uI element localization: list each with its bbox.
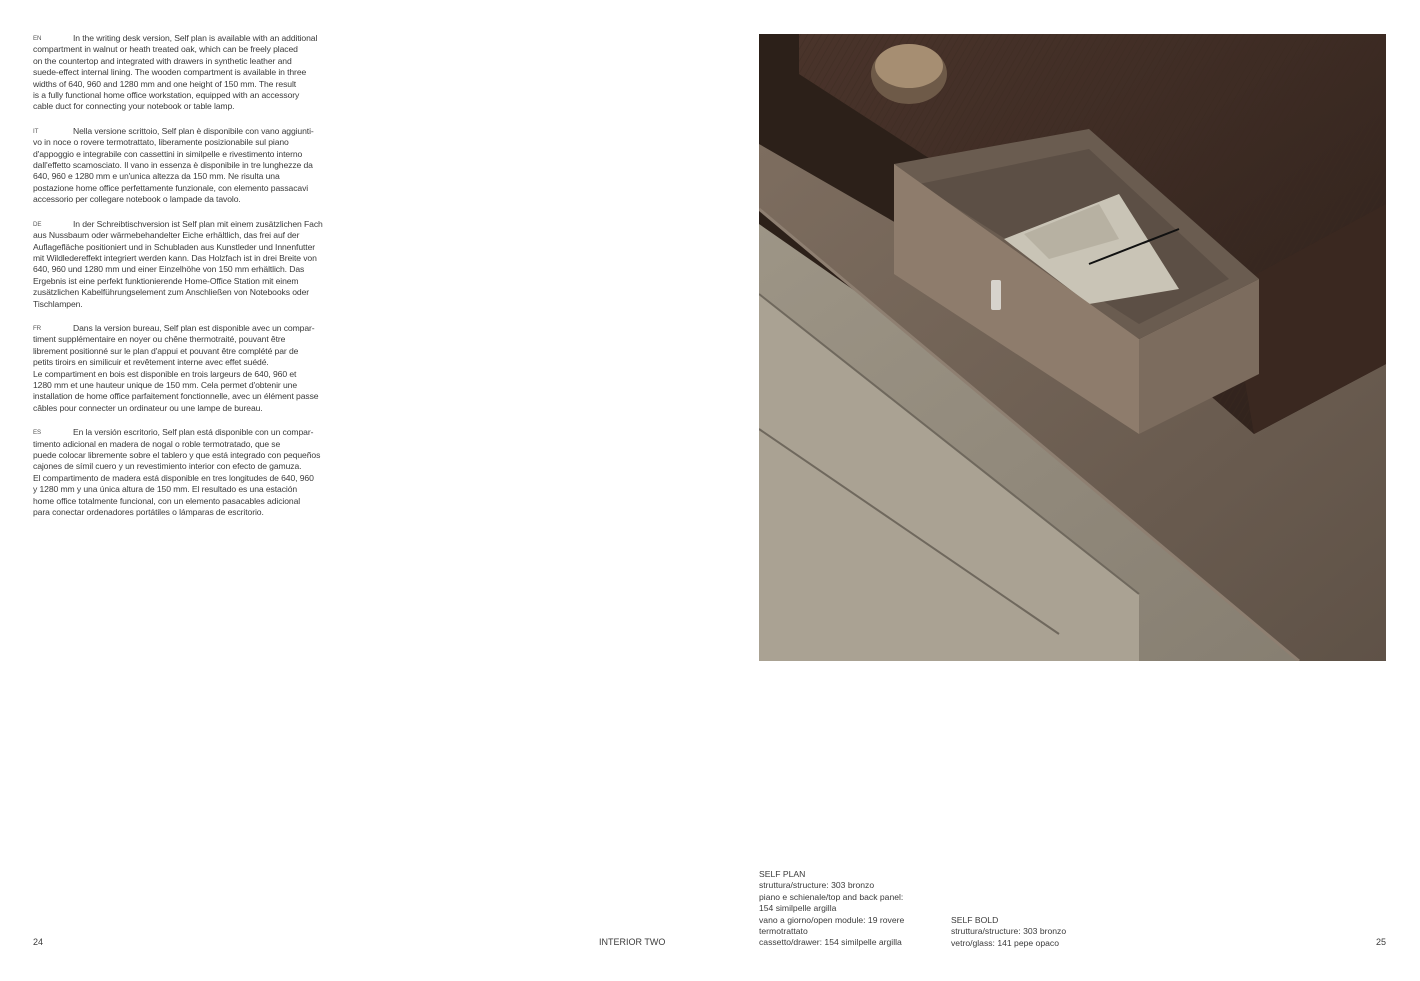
paragraph-text-de: In der Schreibtischversion ist Self plan mit einem zusätzlichen Fach aus Nussbaum oder wärmebehandelter Eiche erhältlich, das frei auf der Auflagefläche positioniert und in Schubladen aus Kunstleder und Innenfutter mit Wildledereffekt integriert werden kann. Das Holzfach ist in drei Breite von 640, 960 und 1280 mm und einer Einzelhöhe von 150 mm erhältlich. Das Ergebnis ist eine perfekt funktionierende Home-Office Station mit einem zusätzlichen Kabelführungselement zum Anschließen von Notebooks oder Tischlampen.	[33, 218, 323, 309]
caption-self-bold-title: SELF BOLD	[951, 915, 999, 925]
desk-drawer-illustration	[759, 34, 1386, 661]
product-photo	[759, 34, 1386, 661]
paragraph-en	[33, 33, 343, 113]
paragraph-text-es: En la versión escritorio, Self plan está disponible con un compar- timento adicional en madera de nogal o roble termotratado, que se puede colocar libremente sobre el tablero y que está integrado con pequeños cajones de símil cuero y un revestimiento interior con efecto de gamuza. El compartimento de madera está disponible en tres longitudes de 640, 960 y 1280 mm y una única altura de 150 mm. El resultado es una estación home office totalmente funcional, con un elemento pasacables adicional para conectar ordenadores portátiles o lámparas de escritorio.	[33, 427, 321, 518]
drawer-handle	[991, 280, 1001, 310]
page-number-right: 25	[1376, 937, 1387, 947]
paragraph-fr	[33, 323, 343, 414]
caption-self-plan	[759, 869, 934, 949]
caption-self-plan-title: SELF PLAN	[759, 869, 806, 879]
lang-code-it: IT	[33, 127, 39, 135]
lang-code-en: EN	[33, 35, 42, 42]
caption-self-bold-body: struttura/structure: 303 bronzo vetro/glass: 141 pepe opaco	[951, 926, 1067, 948]
paragraph-es	[33, 427, 343, 518]
lang-code-fr: FR	[33, 324, 42, 332]
page-number-left: 24	[33, 937, 44, 947]
caption-self-plan-body: struttura/structure: 303 bronzo piano e schienale/top and back panel: 154 similpelle argilla vano a giorno/open module: 19 rovere termotrattato cassetto/drawer: 154 similpelle argilla	[759, 880, 905, 948]
paragraph-de	[33, 219, 343, 310]
paragraph-text-it: Nella versione scrittoio, Self plan è disponibile con vano aggiunti- vo in noce o rovere termotrattato, liberamente posizionabile sul piano d'appoggio e integrabile con cassettini in similpelle e rivestimento interno dall'effetto scamosciato. Il vano in essenza è disponibile in tre lunghezze da 640, 960 e 1280 mm e un'unica altezza da 150 mm. Ne risulta una postazione home office perfettamente funzionale, con elemento passacavi accessorio per collegare notebook o lampade da tavolo.	[33, 125, 314, 205]
caption-self-bold	[951, 915, 1121, 949]
running-section-title: INTERIOR TWO	[599, 937, 666, 947]
paragraph-text-fr: Dans la version bureau, Self plan est disponible avec un compar- timent supplémentaire en noyer ou chêne thermotraité, pouvant être librement positionné sur le plan d'appui et pouvant être complété par de petits tiroirs en similicuir et revêtement interne avec effet suédé. Le compartiment en bois est disponible en trois largeurs de 640, 960 et 1280 mm et une hauteur unique de 150 mm. Cela permet d'obtenir une installation de home office parfaitement fonctionnelle, avec un élément passe câbles pour connecter un ordinateur ou une lampe de bureau.	[33, 322, 319, 413]
paragraph-text-en: In the writing desk version, Self plan is available with an additional compartment in walnut or heath treated oak, which can be freely placed on the countertop and integrated with drawers in synthetic leather and suede-effect internal lining. The wooden compartment is available in three widths of 640, 960 and 1280 mm and one height of 150 mm. The result is a fully functional home office workstation, equipped with an accessory cable duct for connecting your notebook or table lamp.	[33, 33, 318, 112]
multilingual-text-column	[33, 33, 343, 531]
lang-code-es: ES	[33, 429, 42, 437]
lang-code-de: DE	[33, 220, 42, 228]
paragraph-it	[33, 126, 343, 206]
